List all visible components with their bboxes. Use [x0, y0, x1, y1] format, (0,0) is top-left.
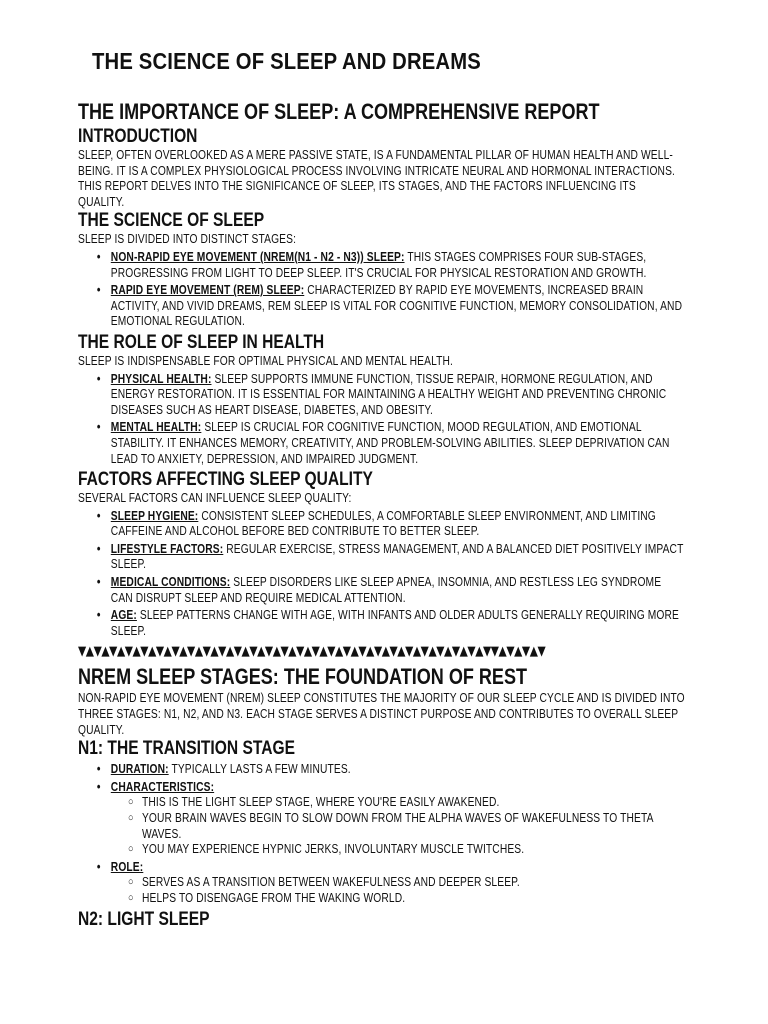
list-item	[111, 762, 685, 778]
list-item	[111, 420, 685, 467]
list-item-text: SLEEP DISORDERS LIKE SLEEP APNEA, INSOMNIA, AND RESTLESS LEG SYNDROME CAN DISRUPT SLEEP AND REQUIRE MEDICAL ATTENTION.	[110, 575, 662, 605]
list-item	[111, 542, 685, 573]
list-item-term: MENTAL HEALTH:	[110, 420, 202, 435]
triangle-divider: ▼▲▼▲▼▲▼▲▼▲▼▲▼▲▼▲▼▲▼▲▼▲▼▲▼▲▼▲▼▲▼▲▼▲▼▲▼▲▼▲▼▲▼▲▼▲▼▲▼▲▼▲▼▼▲▼▲▼▲▼	[78, 644, 546, 660]
sub-list-item: ○ YOUR BRAIN WAVES BEGIN TO SLOW DOWN FROM THE ALPHA WAVES OF WAKEFULNESS TO THETA WAVES.	[142, 811, 685, 842]
list-item-text: CHARACTERIZED BY RAPID EYE MOVEMENTS, INCREASED BRAIN ACTIVITY, AND VIVID DREAMS, REM SLEEP IS VITAL FOR COGNITIVE FUNCTION, MEMORY CONSOLIDATION, AND EMOTIONAL REGULATION.	[110, 283, 683, 329]
document-title: THE SCIENCE OF SLEEP AND DREAMS	[92, 48, 481, 74]
list-item	[111, 372, 685, 419]
list-item-text: THIS STAGES COMPRISES FOUR SUB-STAGES, PROGRESSING FROM LIGHT TO DEEP SLEEP. IT'S CRUCIAL FOR PHYSICAL RESTORATION AND GROWTH.	[110, 249, 647, 280]
factors-heading: FACTORS AFFECTING SLEEP QUALITY	[78, 469, 373, 491]
list-item-term: LIFESTYLE FACTORS:	[110, 541, 224, 556]
sub-list	[111, 795, 685, 857]
sub-list-item: ○ YOU MAY EXPERIENCE HYPNIC JERKS, INVOLUNTARY MUSCLE TWITCHES.	[142, 842, 685, 858]
list-item-text: TYPICALLY LASTS A FEW MINUTES.	[168, 762, 351, 777]
science-heading: THE SCIENCE OF SLEEP	[78, 210, 265, 232]
list-item-term: RAPID EYE MOVEMENT (REM) SLEEP:	[110, 283, 305, 298]
list-item-text: REGULAR EXERCISE, STRESS MANAGEMENT, AND A BALANCED DIET POSITIVELY IMPACT SLEEP.	[110, 541, 684, 572]
sub-list	[111, 875, 685, 906]
factors-lead: SEVERAL FACTORS CAN INFLUENCE SLEEP QUALITY:	[78, 491, 352, 506]
health-list	[78, 372, 685, 468]
list-item	[111, 860, 685, 907]
nrem-paragraph: NON-RAPID EYE MOVEMENT (NREM) SLEEP CONSTITUTES THE MAJORITY OF OUR SLEEP CYCLE AND IS DIVIDED INTO THREE STAGES: N1, N2, AND N3. EACH STAGE SERVES A DISTINCT PURPOSE AND CONTRIBUTES TO OVERALL SLEEP QUALITY.	[78, 691, 685, 737]
list-item-term: DURATION:	[110, 762, 169, 777]
report-body	[78, 98, 685, 931]
list-item-term: AGE:	[110, 608, 137, 623]
list-item-term: ROLE:	[110, 859, 144, 874]
list-item-text: SLEEP PATTERNS CHANGE WITH AGE, WITH INFANTS AND OLDER ADULTS GENERALLY REQUIRING MORE SLEEP.	[110, 608, 680, 638]
list-item	[111, 608, 685, 639]
list-item	[111, 283, 685, 330]
intro-heading: INTRODUCTION	[78, 126, 198, 147]
health-heading: THE ROLE OF SLEEP IN HEALTH	[78, 331, 325, 353]
list-item-term: CHARACTERISTICS:	[110, 779, 215, 794]
intro-paragraph: SLEEP, OFTEN OVERLOOKED AS A MERE PASSIVE STATE, IS A FUNDAMENTAL PILLAR OF HUMAN HEALTH AND WELL-BEING. IT IS A COMPLEX PHYSIOLOGICAL PROCESS INVOLVING INTRICATE NEURAL AND HORMONAL INTERACTIONS. THIS REPORT DELVES INTO THE SIGNIFICANCE OF SLEEP, ITS STAGES, AND THE FACTORS INFLUENCING ITS QUALITY.	[78, 148, 675, 209]
science-lead: SLEEP IS DIVIDED INTO DISTINCT STAGES:	[78, 232, 297, 247]
n1-heading: N1: THE TRANSITION STAGE	[78, 738, 295, 760]
factors-list	[78, 509, 685, 640]
nrem-heading: NREM SLEEP STAGES: THE FOUNDATION OF REST	[78, 664, 528, 690]
list-item	[111, 250, 685, 281]
list-item-term: PHYSICAL HEALTH:	[110, 371, 212, 386]
health-lead: SLEEP IS INDISPENSABLE FOR OPTIMAL PHYSICAL AND MENTAL HEALTH.	[78, 353, 454, 368]
list-item-term: SLEEP HYGIENE:	[110, 508, 199, 523]
report-title: THE IMPORTANCE OF SLEEP: A COMPREHENSIVE REPORT	[78, 99, 600, 124]
list-item	[111, 780, 685, 858]
list-item-text: SLEEP IS CRUCIAL FOR COGNITIVE FUNCTION, MOOD REGULATION, AND EMOTIONAL STABILITY. IT ENHANCES MEMORY, CREATIVITY, AND PROBLEM-SOLVING ABILITIES. SLEEP DEPRIVATION CAN LEAD TO ANXIETY, DEPRESSION, AND IMPAIRED JUDGMENT.	[110, 420, 670, 466]
sub-list-item: ○ SERVES AS A TRANSITION BETWEEN WAKEFULNESS AND DEEPER SLEEP.	[142, 875, 685, 891]
n2-heading: N2: LIGHT SLEEP	[78, 908, 210, 930]
sub-list-item: ○ HELPS TO DISENGAGE FROM THE WAKING WORLD.	[142, 891, 685, 907]
list-item-text: CONSISTENT SLEEP SCHEDULES, A COMFORTABLE SLEEP ENVIRONMENT, AND LIMITING CAFFEINE AND ALCOHOL BEFORE BED CONTRIBUTE TO BETTER SLEEP.	[110, 508, 656, 539]
list-item	[111, 509, 685, 540]
list-item-term: NON-RAPID EYE MOVEMENT (NREM(N1 - N2 - N3)) SLEEP:	[110, 249, 405, 264]
n1-list	[78, 762, 685, 906]
science-list	[78, 250, 685, 330]
sub-list-item: ○ THIS IS THE LIGHT SLEEP STAGE, WHERE YOU'RE EASILY AWAKENED.	[142, 795, 685, 811]
list-item-term: MEDICAL CONDITIONS:	[110, 575, 231, 590]
list-item	[111, 575, 685, 606]
list-item-text: SLEEP SUPPORTS IMMUNE FUNCTION, TISSUE REPAIR, HORMONE REGULATION, AND ENERGY RESTORATION. IT IS ESSENTIAL FOR MAINTAINING A HEALTHY WEIGHT AND PREVENTING CHRONIC DISEASES SUCH AS HEART DISEASE, DIABETES, AND OBESITY.	[110, 371, 667, 417]
